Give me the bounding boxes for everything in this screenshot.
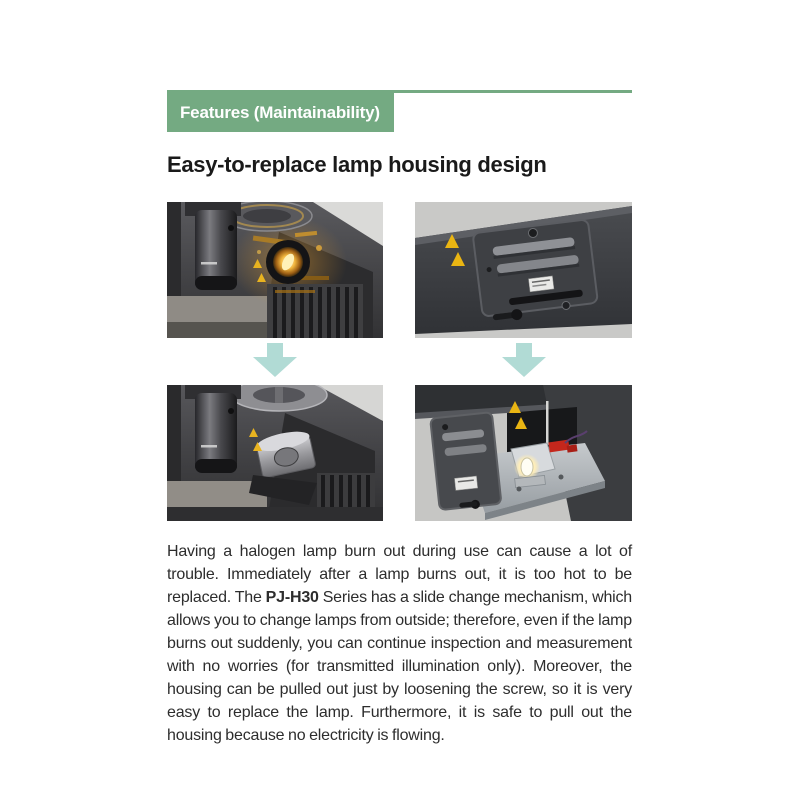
page-title: Easy-to-replace lamp housing design — [167, 152, 547, 177]
housing-pulled-out-illustration — [415, 385, 632, 521]
lens-label-text — [201, 262, 217, 265]
down-arrow-right — [502, 343, 546, 377]
body-text-before: Having a halogen lamp burn out during use can cause a lot of trouble. Immediately after a lamp burns out, it is too hot to be replaced. The — [167, 543, 632, 606]
body-paragraph — [167, 540, 632, 747]
turret-hub — [243, 209, 291, 223]
base-panel-edge — [167, 322, 267, 338]
figure-housing-pulled-out — [415, 385, 632, 521]
section-header-label: Features (Maintainability) — [180, 102, 380, 122]
lens-screw — [228, 225, 234, 231]
lamp-interior-lit-illustration — [167, 202, 383, 338]
pulled-out-door — [430, 412, 502, 512]
page-content — [167, 90, 632, 770]
lens-label-text — [201, 445, 217, 448]
guide-pin — [546, 401, 549, 445]
figure-lamp-interior-removed — [167, 385, 383, 521]
figure-lamp-interior-lit — [167, 202, 383, 338]
panel-closed-illustration — [415, 202, 632, 338]
lamp-interior-removed-illustration — [167, 385, 383, 521]
white-label — [529, 276, 554, 292]
turret-spoke — [275, 387, 283, 403]
plate-screw-lower — [562, 301, 571, 310]
halogen-lamp-bulb — [521, 458, 533, 476]
left-shadow — [167, 202, 181, 312]
lens-bottom-cap — [195, 459, 237, 473]
floor-shadow — [167, 507, 383, 521]
section-header — [167, 93, 394, 132]
lens-screw — [228, 408, 234, 414]
figure-panel-closed — [415, 202, 632, 338]
plate-screw — [528, 228, 538, 238]
down-arrow-left — [253, 343, 297, 377]
body-text-after: Series has a slide change mechanism, which allows you to change lamps from outside; therefore, even if the lamp burns out suddenly, you can continue inspection and measurement with no worries (for transmitted illumination only). Moreover, the housing can be pulled out just by loosening the screw, so it is very easy to replace the lamp. Furthermore, it is safe to pull out the housing because no electricity is flowing. — [167, 589, 632, 744]
door-label — [455, 476, 478, 490]
lens-bottom-cap — [195, 276, 237, 290]
product-name-bold: PJ-H30 — [265, 589, 319, 606]
left-shadow — [167, 385, 181, 495]
